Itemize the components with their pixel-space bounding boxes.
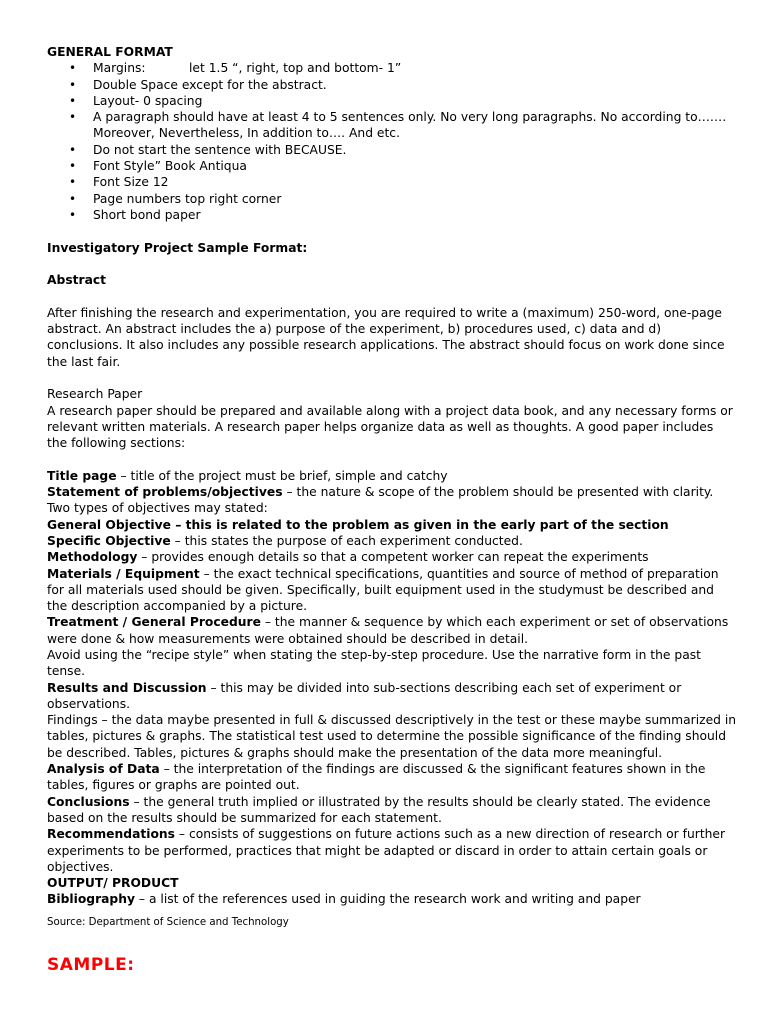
section-desc: – a list of the references used in guiding the research work and writing and paper: [135, 892, 641, 907]
section-recommendations: [47, 826, 737, 875]
section-output: OUTPUT/ PRODUCT: [47, 876, 179, 891]
section-term: Results and Discussion: [47, 680, 207, 695]
sample-label: SAMPLE:: [47, 955, 135, 975]
section-desc: – this states the purpose of each experiment conducted.: [170, 533, 523, 548]
source-note: Source: Department of Science and Technology: [47, 916, 289, 928]
abstract-heading: Abstract: [47, 273, 107, 288]
list-item-margins: [47, 60, 737, 76]
section-analysis: [47, 761, 737, 794]
list-item: • Short bond paper: [47, 207, 737, 223]
section-statement: [47, 484, 737, 517]
document-page: [47, 44, 737, 930]
margins-value: let 1.5 “, right, top and bottom- 1”: [189, 61, 402, 76]
section-avoid-note: Avoid using the “recipe style” when stating the step-by-step procedure. Use the narrative form in the past tense.: [47, 647, 701, 679]
list-item: • Layout- 0 spacing: [47, 93, 737, 109]
list-item: • Do not start the sentence with BECAUSE.: [47, 142, 737, 158]
section-bibliography: [47, 891, 737, 907]
section-term: Specific Objective: [47, 533, 171, 548]
abstract-paragraph: After finishing the research and experimentation, you are required to write a (maximum) 250-word, one-page abstract. An abstract includes the a) purpose of the experiment, b) procedures used, c) data and d) conclusions. It also includes any possible research applications. The abstract should focus on work done since the last fair.: [47, 305, 725, 369]
section-materials: [47, 566, 737, 615]
section-desc: – provides enough details so that a competent worker can repeat the experiments: [137, 550, 649, 565]
list-item: • Page numbers top right corner: [47, 191, 737, 207]
general-format-heading: GENERAL FORMAT: [47, 45, 173, 59]
research-paper-paragraph: A research paper should be prepared and available along with a project data book, and any necessary forms or relevant written materials. A research paper helps organize data as well as thoughts. A good paper includes the following sections:: [47, 403, 733, 451]
list-item: • Double Space except for the abstract.: [47, 77, 737, 93]
list-item: • A paragraph should have at least 4 to 5 sentences only. No very long paragraphs. No according to……. Moreover, Nevertheless, In addition to…. And etc.: [47, 109, 737, 142]
section-desc: – consists of suggestions on future actions such as a new direction of research or further experiments to be performed, practices that might be adapted or discard in order to attain certain goals or objectives.: [47, 827, 726, 874]
section-specific-objective: [47, 533, 737, 549]
section-term: Recommendations: [47, 827, 175, 842]
section-term: Conclusions: [47, 794, 130, 809]
section-desc: – the general truth implied or illustrated by the results should be clearly stated. The evidence based on the results should be summarized for each statement.: [47, 794, 711, 825]
section-conclusions: [47, 794, 737, 827]
section-desc: – the manner & sequence by which each experiment or set of observations were done & how measurements were obtained should be described in detail.: [47, 615, 729, 646]
section-term: Materials / Equipment: [47, 566, 200, 581]
list-item: • Font Style” Book Antiqua: [47, 158, 737, 174]
sample-format-heading: Investigatory Project Sample Format:: [47, 240, 308, 255]
research-paper-heading: Research Paper: [47, 387, 143, 402]
section-desc: – title of the project must be brief, simple and catchy: [116, 468, 448, 483]
general-format-list: [47, 60, 737, 223]
section-treatment: [47, 614, 737, 647]
section-desc: – the interpretation of the findings are discussed & the significant features shown in the tables, figures or graphs are pointed out.: [47, 762, 706, 793]
margins-label: Margins:: [93, 61, 146, 76]
section-term: Methodology: [47, 550, 138, 565]
section-desc: – the exact technical specifications, quantities and source of method of preparation for all materials used should be given. Specifically, built equipment used in the studymust be described and the description accompanied by a picture.: [47, 566, 719, 614]
section-term: Title page: [47, 468, 117, 483]
section-term: Bibliography: [47, 892, 136, 907]
section-term: Statement of problems/objectives: [47, 485, 283, 500]
section-results: [47, 680, 737, 713]
section-general-objective: General Objective – this is related to the problem as given in the early part of the section: [47, 517, 669, 532]
section-desc: – the nature & scope of the problem should be presented with clarity. Two types of objectives may stated:: [47, 485, 714, 516]
section-term: Analysis of Data: [47, 762, 160, 777]
section-desc: – this may be divided into sub-sections describing each set of experiment or observations.: [47, 680, 682, 711]
section-methodology: [47, 549, 737, 565]
list-item: • Font Size 12: [47, 174, 737, 190]
section-title-page: [47, 468, 737, 484]
section-findings-note: Findings – the data maybe presented in full & discussed descriptively in the test or these maybe summarized in tables, pictures & graphs. The statistical test used to determine the possible significance of the finding should be described. Tables, pictures & graphs should make the presentation of the data more meaningful.: [47, 713, 737, 760]
section-term: Treatment / General Procedure: [47, 615, 261, 630]
